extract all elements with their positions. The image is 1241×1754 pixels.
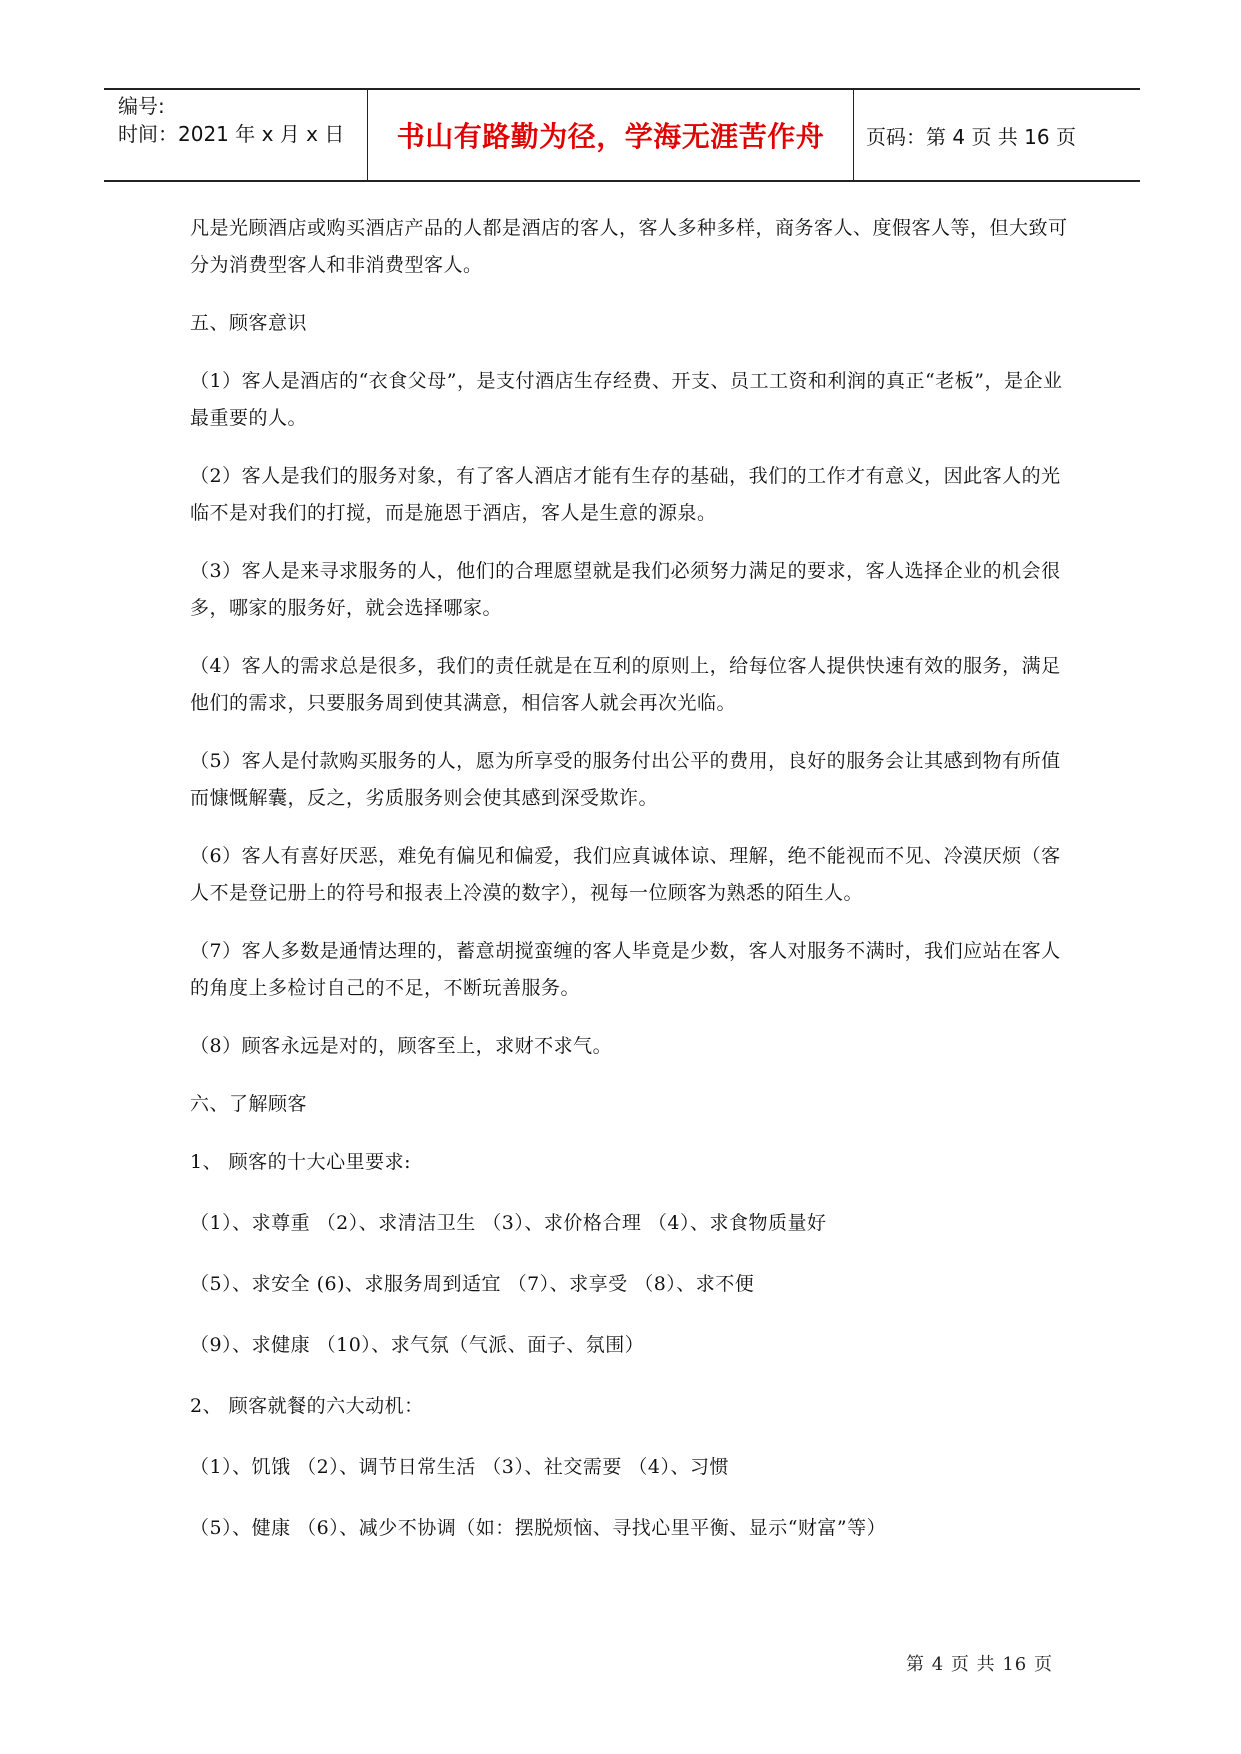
- document-time-label: 时间：2021 年 x 月 x 日: [118, 122, 345, 146]
- section-heading-understand-customers: 六、了解顾客: [190, 1093, 308, 1115]
- motives-line-1: （1）、饥饿 （2）、调节日常生活 （3）、社交需要 （4）、习惯: [190, 1456, 729, 1478]
- motives-line-2: （5）、健康 （6）、减少不协调（如：摆脱烦恼、寻找心里平衡、显示“财富”等）: [190, 1517, 887, 1539]
- subheading-six-motives: 2、 顾客就餐的六大动机：: [190, 1395, 424, 1417]
- awareness-item-6: （6）客人有喜好厌恶，难免有偏见和偏爱，我们应真诚体谅、理解，绝不能视而不见、冷漠厌烦（客人不是登记册上的符号和报表上冷漠的数字），视每一位顾客为熟悉的陌生人。: [190, 845, 1061, 904]
- needs-line-3: （9）、求健康 （10）、求气氛（气派、面子、氛围）: [190, 1334, 645, 1356]
- awareness-item-1: （1）客人是酒店的“衣食父母”，是支付酒店生存经费、开支、员工工资和利润的真正“老板”，是企业最重要的人。: [190, 370, 1063, 429]
- awareness-item-2: （2）客人是我们的服务对象，有了客人酒店才能有生存的基础，我们的工作才有意义，因此客人的光临不是对我们的打搅，而是施恩于酒店，客人是生意的源泉。: [190, 465, 1061, 524]
- header-meta-cell: [104, 90, 368, 180]
- awareness-item-5: （5）客人是付款购买服务的人，愿为所享受的服务付出公平的费用，良好的服务会让其感到物有所值而慷慨解囊，反之，劣质服务则会使其感到深受欺诈。: [190, 750, 1061, 809]
- document-body: [190, 210, 1070, 1571]
- needs-line-2: （5）、求安全 (6)、求服务周到适宜 （7）、求享受 （8）、求不便: [190, 1273, 755, 1295]
- section-heading-customer-awareness: 五、顾客意识: [190, 312, 308, 334]
- awareness-item-8: （8）顾客永远是对的，顾客至上，求财不求气。: [190, 1035, 613, 1057]
- header-motto-cell: [368, 90, 854, 180]
- needs-line-1: （1）、求尊重 （2）、求清洁卫生 （3）、求价格合理 （4）、求食物质量好: [190, 1212, 827, 1234]
- intro-paragraph: 凡是光顾酒店或购买酒店产品的人都是酒店的客人，客人多种多样，商务客人、度假客人等，但大致可分为消费型客人和非消费型客人。: [190, 217, 1068, 276]
- header-motto: 书山有路勤为径，学海无涯苦作舟: [396, 120, 825, 153]
- awareness-item-3: （3）客人是来寻求服务的人，他们的合理愿望就是我们必须努力满足的要求，客人选择企业的机会很多，哪家的服务好，就会选择哪家。: [190, 560, 1061, 619]
- page-footer: 第 4 页 共 16 页: [906, 1654, 1053, 1675]
- header-table: [104, 88, 1140, 182]
- header-page-cell: [854, 90, 1140, 180]
- awareness-item-4: （4）客人的需求总是很多，我们的责任就是在互利的原则上，给每位客人提供快速有效的服务，满足他们的需求，只要服务周到使其满意，相信客人就会再次光临。: [190, 655, 1061, 714]
- awareness-item-7: （7）客人多数是通情达理的，蓄意胡搅蛮缠的客人毕竟是少数，客人对服务不满时，我们应站在客人的角度上多检讨自己的不足，不断玩善服务。: [190, 940, 1061, 999]
- subheading-ten-needs: 1、 顾客的十大心里要求:: [190, 1151, 412, 1173]
- document-number-label: 编号:: [118, 94, 165, 118]
- header-page-code: 页码：第 4 页 共 16 页: [866, 124, 1076, 149]
